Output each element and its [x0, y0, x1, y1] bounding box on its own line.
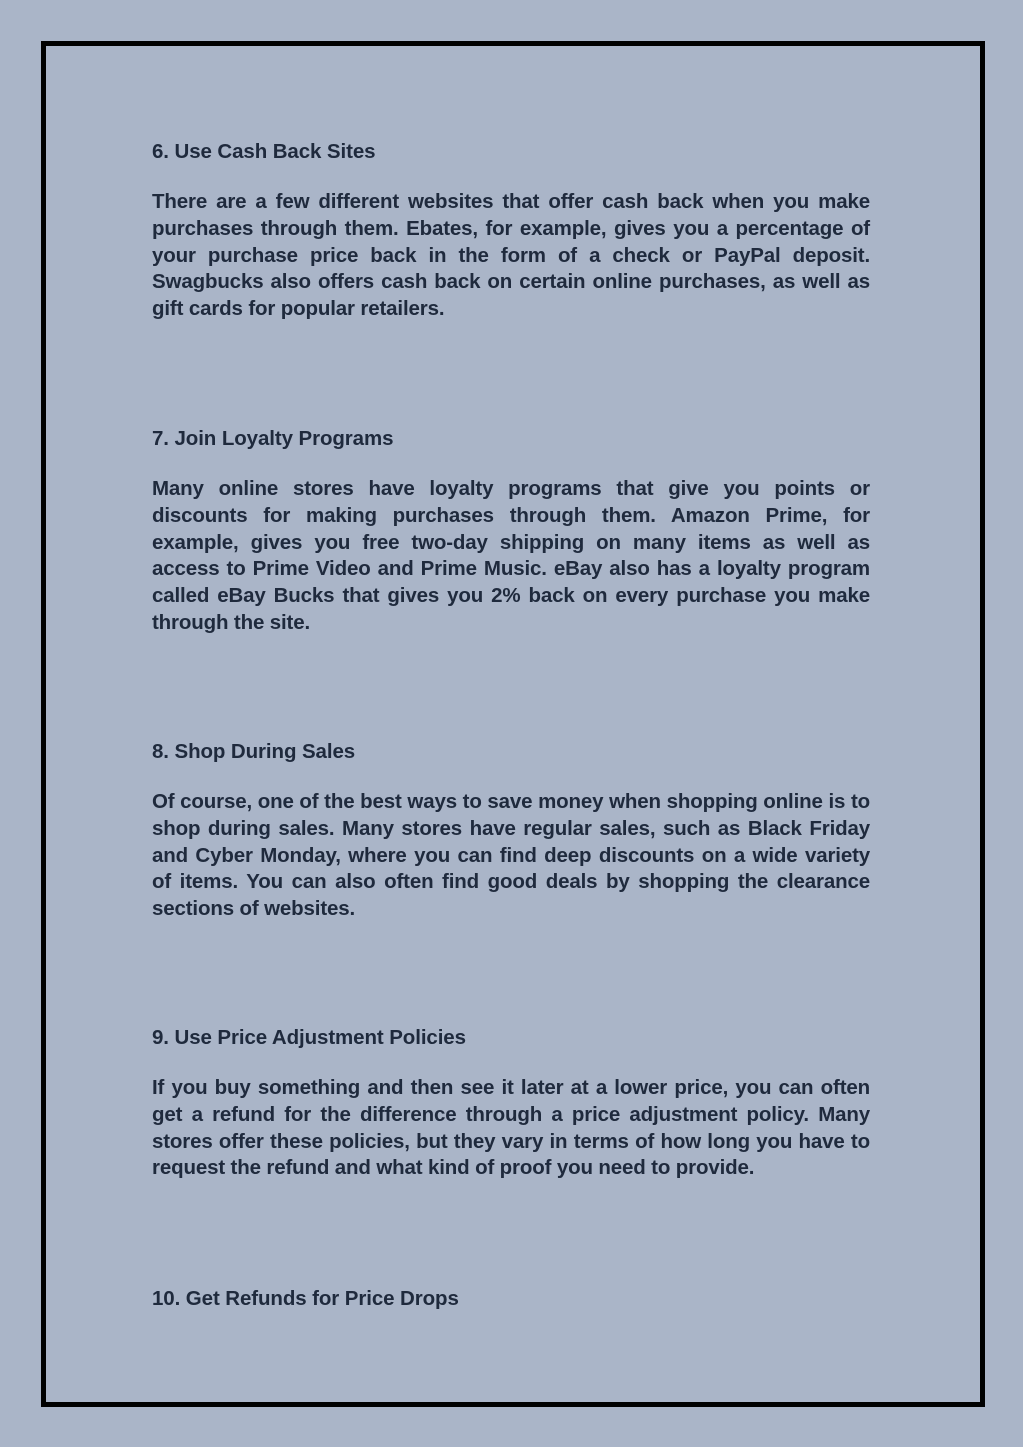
section-shop-during-sales	[152, 739, 870, 923]
section-body: There are a few different websites that offer cash back when you make purchases through them. Ebates, for example, gives you a percentage of your purchase price back in the form of a check or PayPal deposit. Swagbucks also offers cash back on certain online purchases, as well as gift cards for popular retailers.	[152, 190, 870, 321]
section-cash-back-sites	[152, 139, 870, 323]
section-price-drop-refunds	[152, 1286, 870, 1312]
section-heading: 7. Join Loyalty Programs	[152, 427, 394, 450]
section-heading: 10. Get Refunds for Price Drops	[152, 1287, 459, 1310]
section-price-adjustment	[152, 1025, 870, 1182]
section-body: Many online stores have loyalty programs that give you points or discounts for making purchases through them. Amazon Prime, for example, gives you free two-day shipping on many items as well as access to Prime Video and Prime Music. eBay also has a loyalty program called eBay Bucks that gives you 2% back on every purchase you make through the site.	[152, 477, 870, 634]
section-loyalty-programs	[152, 426, 870, 637]
section-body: If you buy something and then see it later at a lower price, you can often get a refund for the difference through a price adjustment policy. Many stores offer these policies, but they vary in terms of how long you have to request the refund and what kind of proof you need to provide.	[152, 1076, 870, 1180]
section-heading: 9. Use Price Adjustment Policies	[152, 1026, 466, 1049]
section-heading: 6. Use Cash Back Sites	[152, 140, 376, 163]
section-heading: 8. Shop During Sales	[152, 740, 356, 763]
section-body: Of course, one of the best ways to save money when shopping online is to shop during sales. Many stores have regular sales, such as Black Friday and Cyber Monday, where you can find deep discounts on a wide variety of items. You can also often find good deals by shopping the clearance sections of websites.	[152, 790, 870, 921]
